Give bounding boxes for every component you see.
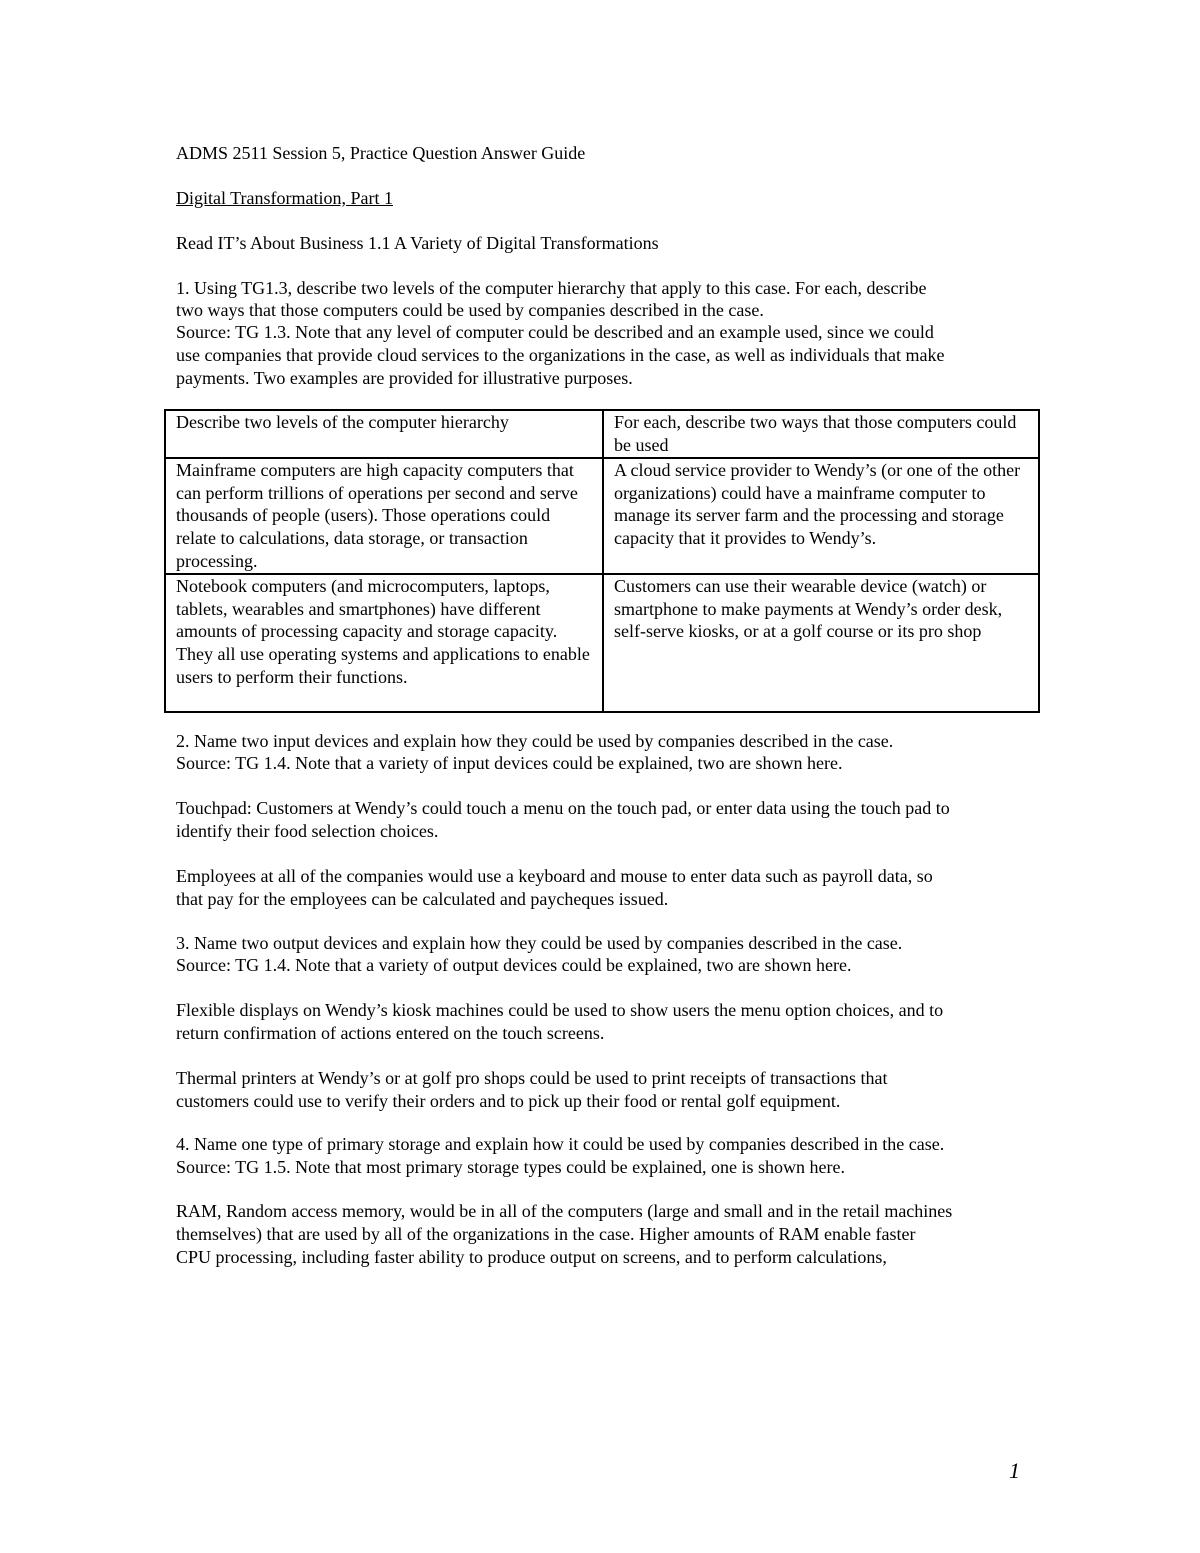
reading-instruction: Read IT’s About Business 1.1 A Variety of Digital Transformations — [176, 233, 659, 253]
question-1-note-line-1: use companies that provide cloud services to the organizations in the case, as well as individuals that make — [176, 345, 945, 365]
table-cell: A cloud service provider to Wendy’s (or one of the other organizations) could have a mainframe computer to manage its server farm and the processing and storage capacity that it provides to Wendy’s. — [603, 458, 1039, 574]
question-3-answer-2-line-2: customers could use to verify their orders and to pick up their food or rental golf equipment. — [176, 1091, 841, 1111]
question-4-answer-line-1: RAM, Random access memory, would be in all of the computers (large and small and in the retail machines — [176, 1201, 953, 1221]
question-3-answer-2-line-1: Thermal printers at Wendy’s or at golf pro shops could be used to print receipts of transactions that — [176, 1068, 888, 1088]
question-3-line-1: 3. Name two output devices and explain how they could be used by companies described in the case. — [176, 933, 903, 953]
table-cell: Mainframe computers are high capacity computers that can perform trillions of operations per second and serve thousands of people (users). Those operations could relate to calculations, data storage, or transaction processing. — [165, 458, 603, 574]
question-4-line-1: 4. Name one type of primary storage and explain how it could be used by companies described in the case. — [176, 1134, 945, 1154]
question-2-source: Source: TG 1.4. Note that a variety of input devices could be explained, two are shown here. — [176, 753, 843, 773]
question-1-line-1: 1. Using TG1.3, describe two levels of the computer hierarchy that apply to this case. For each, describe — [176, 278, 927, 298]
question-1-source: Source: TG 1.3. Note that any level of computer could be described and an example used, since we could — [176, 322, 934, 342]
table-header-cell: For each, describe two ways that those computers could be used — [603, 410, 1039, 458]
question-3-source: Source: TG 1.4. Note that a variety of output devices could be explained, two are shown here. — [176, 955, 852, 975]
question-3-answer-1-line-2: return confirmation of actions entered on the touch screens. — [176, 1023, 605, 1043]
section-heading: Digital Transformation, Part 1 — [176, 188, 393, 208]
question-3-answer-1-line-1: Flexible displays on Wendy’s kiosk machines could be used to show users the menu option choices, and to — [176, 1000, 944, 1020]
question-1-note-line-2: payments. Two examples are provided for illustrative purposes. — [176, 368, 633, 388]
question-2-answer-2-line-2: that pay for the employees can be calculated and paycheques issued. — [176, 889, 669, 909]
question-4-answer-line-2: themselves) that are used by all of the organizations in the case. Higher amounts of RAM enable faster — [176, 1224, 916, 1244]
table-row — [165, 574, 1039, 712]
question-2-answer-1-line-2: identify their food selection choices. — [176, 821, 439, 841]
table-cell: Notebook computers (and microcomputers, laptops, tablets, wearables and smartphones) have different amounts of processing capacity and storage capacity. They all use operating systems and applications to enable users to perform their functions. — [165, 574, 603, 712]
question-2-line-1: 2. Name two input devices and explain how they could be used by companies described in the case. — [176, 731, 894, 751]
computer-hierarchy-table — [164, 409, 1040, 713]
table-header-cell: Describe two levels of the computer hierarchy — [165, 410, 603, 458]
table-cell: Customers can use their wearable device (watch) or smartphone to make payments at Wendy’s order desk, self-serve kiosks, or at a golf course or its pro shop — [603, 574, 1039, 712]
question-2-answer-2-line-1: Employees at all of the companies would use a keyboard and mouse to enter data such as payroll data, so — [176, 866, 933, 886]
question-2-answer-1-line-1: Touchpad: Customers at Wendy’s could touch a menu on the touch pad, or enter data using the touch pad to — [176, 798, 950, 818]
question-4-answer-line-3: CPU processing, including faster ability to produce output on screens, and to perform calculations, — [176, 1247, 887, 1267]
question-1-line-2: two ways that those computers could be used by companies described in the case. — [176, 300, 764, 320]
document-title: ADMS 2511 Session 5, Practice Question Answer Guide — [176, 143, 586, 163]
table-row — [165, 458, 1039, 574]
page-number: 1 — [1009, 1458, 1020, 1483]
question-4-source: Source: TG 1.5. Note that most primary storage types could be explained, one is shown here. — [176, 1157, 846, 1177]
table-header-row — [165, 410, 1039, 458]
